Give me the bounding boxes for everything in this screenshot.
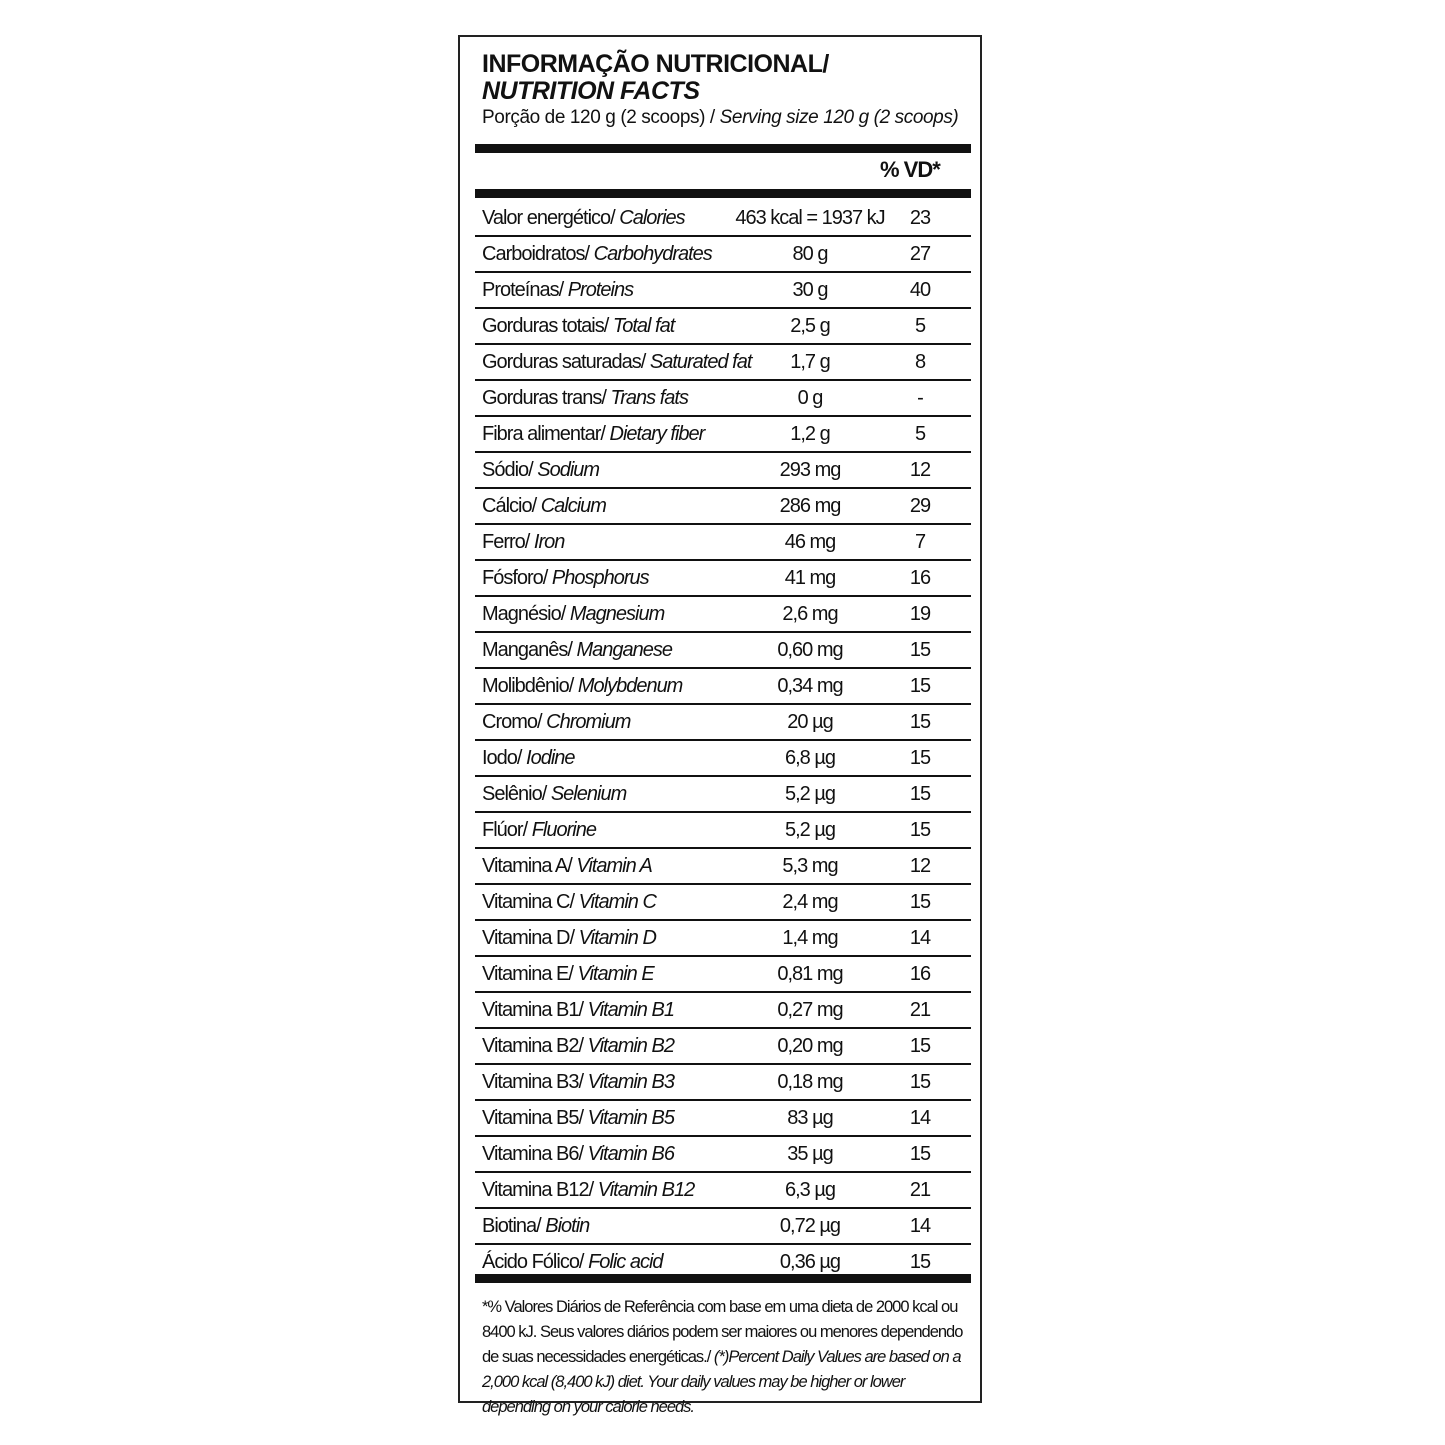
- nutrient-row: [475, 417, 971, 453]
- daily-value-header: % VD*: [880, 157, 940, 182]
- nutrient-row: [475, 345, 971, 381]
- nutrient-daily-value: 8: [914, 351, 926, 373]
- nutrient-daily-value: 14: [909, 927, 931, 949]
- nutrient-amount: 293 mg: [779, 459, 841, 481]
- nutrient-name-en: Molybdenum: [577, 675, 683, 697]
- nutrient-name: [482, 1029, 674, 1063]
- nutrient-daily-value: 40: [909, 279, 931, 301]
- nutrient-row: [475, 309, 971, 345]
- nutrient-daily-value: 12: [909, 855, 931, 877]
- nutrient-name: [482, 669, 682, 703]
- nutrient-amount: 35 µg: [787, 1143, 833, 1165]
- nutrient-name-en: Chromium: [546, 711, 631, 733]
- nutrient-name-en: Vitamin B3: [587, 1071, 674, 1093]
- nutrient-name-en: Folic acid: [588, 1251, 663, 1273]
- nutrient-amount: 463 kcal = 1937 kJ: [735, 207, 885, 229]
- nutrient-row: [475, 1137, 971, 1173]
- nutrient-daily-value: 15: [909, 711, 931, 733]
- nutrient-daily-value: 29: [909, 495, 931, 517]
- nutrient-row: [475, 1065, 971, 1101]
- nutrient-row: [475, 705, 971, 741]
- nutrient-daily-value: 16: [909, 567, 931, 589]
- title-english: NUTRITION FACTS: [482, 77, 700, 105]
- nutrient-name: [482, 885, 656, 919]
- label-header: [482, 51, 972, 131]
- nutrient-name-pt: Gorduras saturadas/: [482, 351, 650, 373]
- footnote-en: (*)Percent Daily Values are based on a 2,000 kcal (8,400 kJ) diet. Your daily values may be higher or lower depending on your calorie needs.: [482, 1348, 961, 1416]
- nutrient-name-pt: Valor energético/: [482, 207, 620, 229]
- serving-size-pt: Porção de 120 g (2 scoops) /: [482, 107, 720, 128]
- nutrient-row: [475, 273, 971, 309]
- nutrient-name: [482, 489, 606, 523]
- nutrient-name-en: Magnesium: [569, 603, 665, 625]
- nutrient-name-pt: Vitamina D/: [482, 927, 579, 949]
- nutrient-table: [475, 201, 971, 1279]
- nutrient-name: [482, 1101, 674, 1135]
- nutrient-name-pt: Vitamina B3/: [482, 1071, 588, 1093]
- nutrient-daily-value: 16: [909, 963, 931, 985]
- nutrient-name: [482, 1137, 674, 1171]
- nutrient-amount: 5,2 µg: [784, 783, 835, 805]
- nutrient-name-pt: Fósforo/: [482, 567, 552, 589]
- nutrient-amount: 0,27 mg: [777, 999, 843, 1021]
- nutrient-row: [475, 777, 971, 813]
- nutrient-daily-value: 5: [914, 423, 926, 445]
- nutrient-daily-value: 15: [909, 675, 931, 697]
- nutrient-name-en: Dietary fiber: [609, 423, 705, 445]
- nutrient-name-en: Saturated fat: [649, 351, 752, 373]
- nutrient-name-pt: Iodo/: [482, 747, 527, 769]
- nutrient-row: [475, 885, 971, 921]
- nutrient-name: [482, 705, 630, 739]
- nutrient-row: [475, 453, 971, 489]
- nutrient-name-en: Proteins: [567, 279, 634, 301]
- nutrient-amount: 1,4 mg: [782, 927, 838, 949]
- nutrient-name-en: Selenium: [550, 783, 627, 805]
- nutrient-daily-value: 15: [909, 819, 931, 841]
- nutrient-amount: 30 g: [792, 279, 828, 301]
- nutrient-name: [482, 1209, 589, 1243]
- nutrient-amount: 0,20 mg: [777, 1035, 843, 1057]
- nutrient-amount: 2,5 g: [790, 315, 830, 337]
- nutrient-amount: 0 g: [797, 387, 823, 409]
- nutrient-name-pt: Biotina/: [482, 1215, 546, 1237]
- nutrient-name: [482, 1173, 694, 1207]
- nutrient-name: [482, 957, 654, 991]
- nutrient-name: [482, 453, 599, 487]
- nutrient-name: [482, 777, 626, 811]
- nutrient-daily-value: 21: [909, 999, 931, 1021]
- nutrient-name-en: Vitamin E: [577, 963, 654, 985]
- nutrient-amount: 6,8 µg: [784, 747, 835, 769]
- nutrient-row: [475, 561, 971, 597]
- nutrient-name-en: Iodine: [526, 747, 575, 769]
- nutrient-name-pt: Cromo/: [482, 711, 547, 733]
- nutrient-row: [475, 237, 971, 273]
- nutrient-name: [482, 849, 652, 883]
- nutrient-amount: 5,3 mg: [782, 855, 838, 877]
- nutrient-amount: 1,7 g: [790, 351, 830, 373]
- nutrient-name-en: Sodium: [537, 459, 600, 481]
- nutrient-daily-value: 14: [909, 1107, 931, 1129]
- nutrient-name-en: Calcium: [540, 495, 606, 517]
- nutrient-name: [482, 201, 685, 235]
- nutrient-row: [475, 813, 971, 849]
- nutrient-name-en: Vitamin D: [578, 927, 656, 949]
- nutrient-amount: 46 mg: [784, 531, 836, 553]
- nutrient-name: [482, 597, 664, 631]
- nutrient-daily-value: 21: [909, 1179, 931, 1201]
- nutrient-daily-value: -: [917, 387, 923, 409]
- nutrient-daily-value: 15: [909, 891, 931, 913]
- nutrient-name: [482, 993, 674, 1027]
- nutrient-daily-value: 15: [909, 639, 931, 661]
- nutrient-name-en: Trans fats: [610, 387, 688, 409]
- nutrient-name-pt: Molibdênio/: [482, 675, 578, 697]
- title-portuguese: INFORMAÇÃO NUTRICIONAL/: [482, 50, 829, 78]
- nutrient-name-pt: Gorduras trans/: [482, 387, 611, 409]
- nutrient-daily-value: 15: [909, 1143, 931, 1165]
- nutrient-amount: 20 µg: [787, 711, 833, 733]
- nutrient-name: [482, 381, 688, 415]
- nutrient-name-en: Calories: [619, 207, 685, 229]
- nutrient-name: [482, 921, 656, 955]
- nutrient-daily-value: 23: [909, 207, 931, 229]
- nutrient-name-pt: Vitamina C/: [482, 891, 579, 913]
- nutrient-name-pt: Ácido Fólico/: [482, 1251, 589, 1273]
- nutrient-row: [475, 1173, 971, 1209]
- nutrient-name-pt: Vitamina E/: [482, 963, 578, 985]
- nutrient-row: [475, 957, 971, 993]
- nutrient-row: [475, 921, 971, 957]
- nutrient-name: [482, 741, 575, 775]
- nutrient-row: [475, 1029, 971, 1065]
- nutrient-amount: 6,3 µg: [784, 1179, 835, 1201]
- nutrient-amount: 0,60 mg: [777, 639, 843, 661]
- nutrient-name-en: Vitamin B2: [587, 1035, 674, 1057]
- nutrient-name-en: Manganese: [576, 639, 673, 661]
- nutrient-daily-value: 15: [909, 1251, 931, 1273]
- nutrient-name-en: Vitamin C: [578, 891, 656, 913]
- nutrient-name-pt: Carboidratos/: [482, 243, 594, 265]
- nutrient-name-en: Vitamin B5: [587, 1107, 674, 1129]
- nutrient-amount: 41 mg: [784, 567, 836, 589]
- nutrient-row: [475, 633, 971, 669]
- nutrient-daily-value: 19: [909, 603, 931, 625]
- nutrient-row: [475, 597, 971, 633]
- nutrient-amount: 2,6 mg: [782, 603, 838, 625]
- nutrient-amount: 5,2 µg: [784, 819, 835, 841]
- nutrient-name: [482, 561, 649, 595]
- nutrient-name-en: Vitamin B1: [587, 999, 674, 1021]
- nutrient-name: [482, 1065, 674, 1099]
- nutrient-daily-value: 15: [909, 783, 931, 805]
- nutrient-name-en: Vitamin A: [576, 855, 652, 877]
- nutrient-amount: 0,18 mg: [777, 1071, 843, 1093]
- header-divider-bar: [475, 144, 971, 153]
- table-top-bar: [475, 189, 971, 198]
- nutrient-name-en: Carbohydrates: [593, 243, 712, 265]
- nutrient-amount: 0,34 mg: [777, 675, 843, 697]
- nutrient-name-pt: Cálcio/: [482, 495, 541, 517]
- nutrient-name-pt: Sódio/: [482, 459, 538, 481]
- nutrient-daily-value: 5: [914, 315, 926, 337]
- nutrient-row: [475, 201, 971, 237]
- nutrient-name: [482, 345, 751, 379]
- nutrient-name: [482, 273, 633, 307]
- nutrient-row: [475, 489, 971, 525]
- footnote: [482, 1295, 968, 1420]
- nutrient-name: [482, 525, 564, 559]
- nutrient-daily-value: 12: [909, 459, 931, 481]
- nutrient-amount: 286 mg: [779, 495, 841, 517]
- serving-size: [482, 105, 972, 131]
- nutrient-name-pt: Gorduras totais/: [482, 315, 613, 337]
- nutrient-amount: 0,36 µg: [779, 1251, 841, 1273]
- nutrient-name: [482, 237, 712, 271]
- nutrient-row: [475, 849, 971, 885]
- nutrient-row: [475, 1209, 971, 1245]
- nutrient-amount: 83 µg: [787, 1107, 833, 1129]
- nutrient-amount: 0,81 mg: [777, 963, 843, 985]
- nutrient-name-en: Biotin: [545, 1215, 590, 1237]
- nutrient-row: [475, 669, 971, 705]
- nutrient-name: [482, 309, 674, 343]
- nutrient-name-pt: Magnésio/: [482, 603, 570, 625]
- nutrient-name-pt: Selênio/: [482, 783, 551, 805]
- nutrient-daily-value: 15: [909, 1035, 931, 1057]
- nutrient-daily-value: 7: [914, 531, 926, 553]
- footnote-pt: *% Valores Diários de Referência com base em uma dieta de 2000 kcal ou 8400 kJ. Seus valores diários podem ser maiores ou menores dependendo de suas necessidades energéticas./: [482, 1298, 963, 1366]
- nutrient-name-pt: Vitamina B2/: [482, 1035, 588, 1057]
- nutrient-name-en: Total fat: [612, 315, 675, 337]
- nutrient-name-pt: Vitamina B1/: [482, 999, 588, 1021]
- nutrient-amount: 0,72 µg: [779, 1215, 841, 1237]
- nutrient-row: [475, 741, 971, 777]
- nutrient-amount: 2,4 mg: [782, 891, 838, 913]
- nutrient-name-pt: Ferro/: [482, 531, 534, 553]
- nutrient-row: [475, 525, 971, 561]
- nutrient-name: [482, 417, 704, 451]
- nutrient-row: [475, 381, 971, 417]
- serving-size-en: Serving size 120 g (2 scoops): [719, 107, 959, 128]
- nutrient-name-pt: Fibra alimentar/: [482, 423, 610, 445]
- nutrient-name-pt: Flúor/: [482, 819, 532, 841]
- nutrient-amount: 1,2 g: [790, 423, 830, 445]
- nutrient-row: [475, 1101, 971, 1137]
- nutrition-facts-label: [458, 35, 982, 1416]
- nutrient-daily-value: 15: [909, 747, 931, 769]
- nutrient-name-en: Fluorine: [531, 819, 596, 841]
- nutrient-name-pt: Vitamina B5/: [482, 1107, 588, 1129]
- nutrient-name-pt: Vitamina A/: [482, 855, 577, 877]
- nutrient-name-en: Vitamin B6: [587, 1143, 674, 1165]
- nutrient-name-en: Phosphorus: [551, 567, 649, 589]
- nutrient-name: [482, 633, 672, 667]
- nutrient-name-pt: Vitamina B12/: [482, 1179, 598, 1201]
- nutrient-name: [482, 813, 596, 847]
- nutrient-daily-value: 14: [909, 1215, 931, 1237]
- nutrient-name-pt: Manganês/: [482, 639, 577, 661]
- nutrient-daily-value: 27: [909, 243, 931, 265]
- nutrient-name-pt: Proteínas/: [482, 279, 568, 301]
- nutrient-daily-value: 15: [909, 1071, 931, 1093]
- nutrient-name-en: Iron: [533, 531, 565, 553]
- nutrient-name-pt: Vitamina B6/: [482, 1143, 588, 1165]
- nutrient-row: [475, 993, 971, 1029]
- nutrient-name-en: Vitamin B12: [597, 1179, 695, 1201]
- nutrient-amount: 80 g: [792, 243, 828, 265]
- table-bottom-bar: [475, 1274, 971, 1283]
